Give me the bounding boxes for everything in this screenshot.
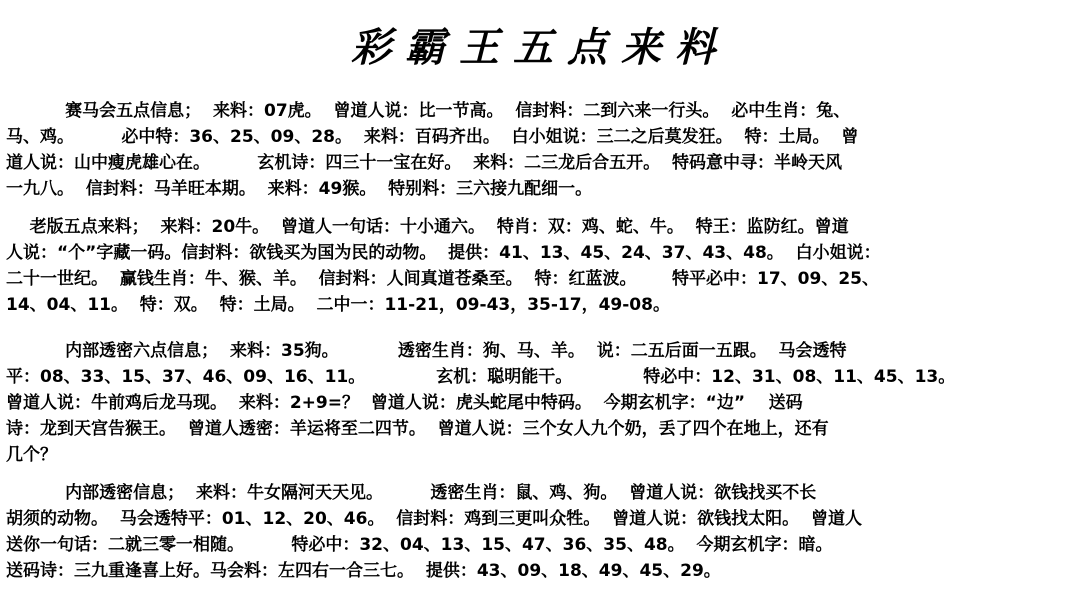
page-title: 彩霸王五点来料 [351, 24, 729, 71]
text-line: 一九八。 信封料：马羊旺本期。 来料：49猴。 特别料：三六接九配细一。 [6, 179, 593, 199]
text-line: 马、鸡。 必中特：36、25、09、28。 来料：百码齐出。 白小姐说：三二之后莫发狂。 特：土局。 曾 [6, 127, 859, 147]
text-line: 曾道人说：牛前鸡后龙马现。 来料：2+9=？ 曾道人说：虎头蛇尾中特码。 今期玄机字：“边” 送码 [6, 393, 803, 413]
text-line: 几个？ [6, 445, 57, 465]
text-line: 赛马会五点信息； 来料：07虎。 曾道人说：比一节高。 信封料：二到六来一行头。 必中生肖：兔、 [6, 101, 851, 121]
text-line: 送你一句话：二就三零一相随。 特必中：32、04、13、15、47、36、35、48。 今期玄机字：暗。 [6, 535, 833, 555]
text-line: 内部透密信息； 来料：牛女隔河天天见。 透密生肖：鼠、鸡、狗。 曾道人说：欲钱找买不长 [6, 483, 817, 503]
paragraph-saima-five-point-info [6, 98, 1074, 202]
paragraph-old-version-five-point [6, 214, 1074, 318]
paragraph-internal-six-point-info [6, 338, 1074, 468]
text-line: 老版五点来料； 来料：20牛。 曾道人一句话：十小通六。 特肖：双：鸡、蛇、牛。 特王：监防红。曾道 [6, 217, 849, 237]
paragraph-internal-info [6, 480, 1074, 584]
text-line: 胡须的动物。 马会透特平：01、12、20、46。 信封料：鸡到三更叫众牲。 曾道人说：欲钱找太阳。 曾道人 [6, 509, 862, 529]
text-line: 诗：龙到天宫告猴王。 曾道人透密：羊运将至二四节。 曾道人说：三个女人九个奶，丢了四个在地上，还有 [6, 419, 829, 439]
text-line: 二十一世纪。 赢钱生肖：牛、猴、羊。 信封料：人间真道苍桑至。 特：红蓝波。 特平必中：17、09、25、 [6, 269, 879, 289]
text-line: 道人说：山中瘦虎雄心在。 玄机诗：四三十一宝在好。 来料：二三龙后合五开。 特码意中寻：半岭天风 [6, 153, 843, 173]
text-line: 送码诗：三九重逢喜上好。马会料：左四右一合三七。 提供：43、09、18、49、45、29。 [6, 561, 721, 581]
text-line: 人说：“个”字藏一码。信封料：欲钱买为国为民的动物。 提供：41、13、45、24、37、43、48。 白小姐说： [6, 243, 881, 263]
text-line: 平：08、33、15、37、46、09、16、11。 玄机：聪明能干。 特必中：12、31、08、11、45、13。 [6, 367, 956, 387]
text-line: 内部透密六点信息； 来料：35狗。 透密生肖：狗、马、羊。 说：二五后面一五跟。 马会透特 [6, 341, 847, 361]
text-line: 14、04、11。 特：双。 特：土局。 二中一：11-21，09-43，35-17，49-08。 [6, 295, 670, 315]
